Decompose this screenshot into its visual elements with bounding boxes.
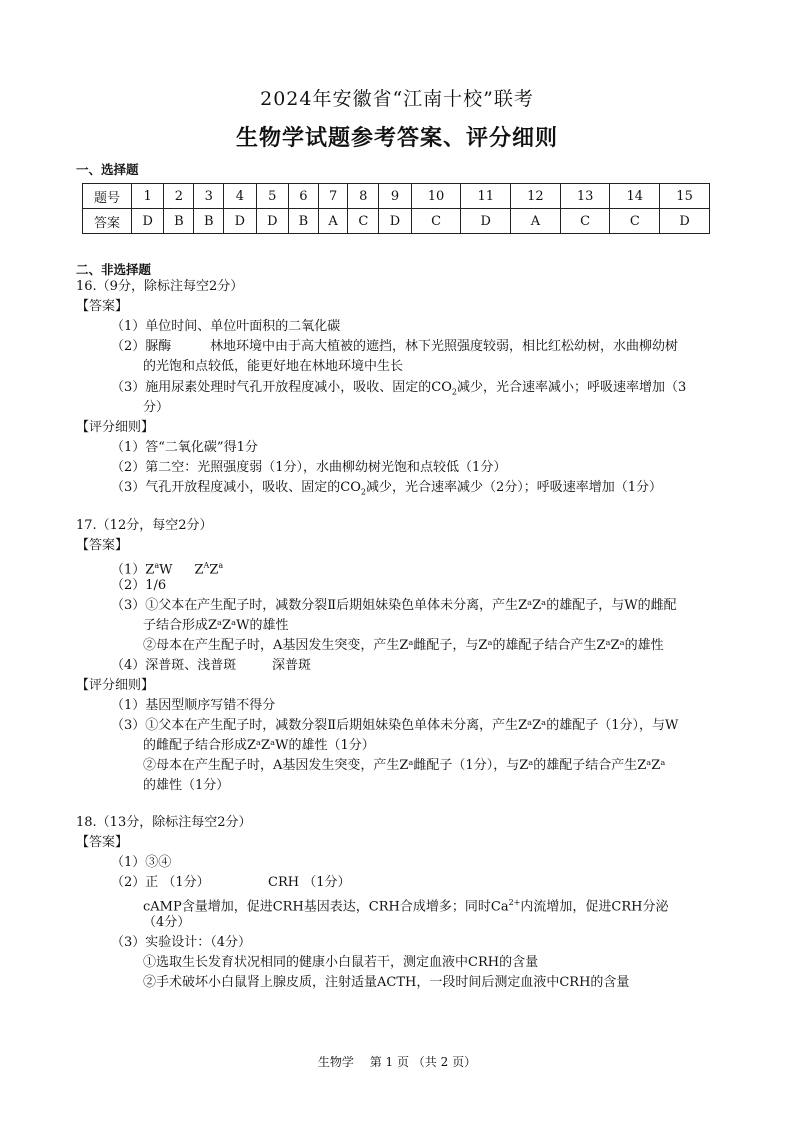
q16-grading-tag: 【评分细则】 <box>76 420 155 435</box>
q16-heading: 16.（9分，除标注每空2分） <box>76 279 244 294</box>
question-number: 5 <box>256 184 288 209</box>
q17-grading-3: （3）①父本在产生配子时，减数分裂Ⅱ后期姐妹染色单体未分离，产生ZᵃZᵃ的雄配子（1分），与W <box>111 718 679 733</box>
q18-answer-3-step2: ②手术破坏小白鼠肾上腺皮质，注射适量ACTH，一段时间后测定血液中CRH的含量 <box>143 975 630 990</box>
q18-heading: 18.（13分，除标注每空2分） <box>76 815 252 830</box>
q16-answer-3-cont: 分） <box>143 400 170 415</box>
answer-row <box>83 209 710 234</box>
question-number: 9 <box>379 184 411 209</box>
question-number: 7 <box>318 184 347 209</box>
answer-cell: D <box>660 209 710 234</box>
q16-answer-tag: 【答案】 <box>76 299 129 314</box>
q17-answer-4-b: 深普斑 <box>272 658 312 673</box>
q18-answer-2-a: （2）正 （1分） <box>111 875 210 890</box>
q18-answer-3-step1: ①选取生长发育状况相同的健康小白鼠若干，测定血液中CRH的含量 <box>143 955 539 970</box>
exam-title: 2024年安徽省“江南十校”联考 <box>260 88 534 110</box>
question-number: 3 <box>194 184 224 209</box>
choice-answer-table <box>82 183 710 234</box>
question-number: 6 <box>288 184 318 209</box>
answer-cell: D <box>132 209 164 234</box>
question-number: 1 <box>132 184 164 209</box>
answer-cell: D <box>461 209 511 234</box>
q18-answer-2-b: CRH （1分） <box>268 875 351 890</box>
answer-cell: D <box>224 209 256 234</box>
page-footer: 生物学 第 1 页 （共 2 页） <box>317 1055 477 1069</box>
q16-answer-2-label: （2）脲酶 <box>111 339 172 354</box>
q16-answer-3: （3）施用尿素处理时气孔开放程度减小，吸收、固定的$CO_2$减少，光合速率减小；呼吸速率增加（3 <box>111 380 687 397</box>
answer-cell: C <box>560 209 610 234</box>
q18-answer-1: （1）③④ <box>111 855 172 870</box>
q17-answer-2: （2）1/6 <box>111 578 167 593</box>
document-subtitle: 生物学试题参考答案、评分细则 <box>235 125 558 151</box>
answer-cell: D <box>379 209 411 234</box>
question-number-row <box>83 184 710 209</box>
question-number: 12 <box>511 184 561 209</box>
q17-answer-3-alt: ②母本在产生配子时，A基因发生突变，产生Zᵃ雌配子，与Zᵃ的雄配子结合产生ZᵃZᵃ的雄性 <box>143 638 664 653</box>
row-label: 答案 <box>83 209 132 234</box>
q17-answer-tag: 【答案】 <box>76 538 129 553</box>
answer-cell: B <box>164 209 194 234</box>
q16-grading-3: （3）气孔开放程度减小，吸收、固定的$CO_2$减少，光合速率减少（2分）；呼吸速率增加（1分） <box>111 480 663 497</box>
q18-answer-3: （3）实验设计：（4分） <box>111 935 252 950</box>
q17-answer-3-cont: 子结合形成ZᵃZᵃW的雄性 <box>143 618 289 633</box>
question-number: 11 <box>461 184 511 209</box>
q18-answer-tag: 【答案】 <box>76 835 129 850</box>
answer-cell: D <box>256 209 288 234</box>
q18-answer-2-c: cAMP含量增加，促进CRH基因表达，CRH合成增多；同时$Ca^{2+}$内流增加，促进CRH分泌 <box>143 898 669 915</box>
q16-answer-1: （1）单位时间、单位叶面积的二氧化碳 <box>111 319 341 334</box>
section-heading-nonchoice: 二、非选择题 <box>76 262 152 277</box>
q16-answer-2-cont: 的光饱和点较低，能更好地在林地环境中生长 <box>143 359 404 374</box>
question-number: 8 <box>348 184 379 209</box>
section-heading-choice: 一、选择题 <box>76 162 139 177</box>
answer-cell: B <box>194 209 224 234</box>
question-number: 4 <box>224 184 256 209</box>
answer-cell: C <box>348 209 379 234</box>
q17-grading-1: （1）基因型顺序写错不得分 <box>111 698 276 713</box>
answer-cell: B <box>288 209 318 234</box>
q16-grading-1: （1）答“二氧化碳”得1分 <box>111 440 258 455</box>
q17-grading-3-alt: ②母本在产生配子时，A基因发生突变，产生Zᵃ雌配子（1分），与Zᵃ的雄配子结合产生ZᵃZᵃ <box>143 758 666 773</box>
answer-cell: A <box>511 209 561 234</box>
answer-cell: A <box>318 209 347 234</box>
q17-answer-4-a: （4）深普斑、浅普斑 <box>111 658 237 673</box>
answer-cell: C <box>411 209 461 234</box>
question-number: 14 <box>610 184 660 209</box>
q17-grading-3-alt-cont: 的雄性（1分） <box>143 778 230 793</box>
question-number: 13 <box>560 184 610 209</box>
q17-grading-3-cont: 的雌配子结合形成ZᵃZᵃW的雄性（1分） <box>143 738 375 753</box>
question-number: 15 <box>660 184 710 209</box>
question-number: 2 <box>164 184 194 209</box>
row-label: 题号 <box>83 184 132 209</box>
q18-answer-2-d: （4分） <box>143 915 191 930</box>
q16-answer-2-text: 林地环境中由于高大植被的遮挡，林下光照强度较弱，相比红松幼树，水曲柳幼树 <box>210 339 679 354</box>
answer-cell: C <box>610 209 660 234</box>
q17-heading: 17.（12分，每空2分） <box>76 518 213 533</box>
q16-grading-2: （2）第二空：光照强度弱（1分），水曲柳幼树光饱和点较低（1分） <box>111 460 507 475</box>
question-number: 10 <box>411 184 461 209</box>
q17-answer-3: （3）①父本在产生配子时，减数分裂Ⅱ后期姐妹染色单体未分离，产生ZᵃZᵃ的雄配子，与W的雌配 <box>111 598 677 613</box>
q17-grading-tag: 【评分细则】 <box>76 678 155 693</box>
q17-answer-1: $(1)Z^aW$ $Z^AZ^a$ <box>111 561 224 578</box>
